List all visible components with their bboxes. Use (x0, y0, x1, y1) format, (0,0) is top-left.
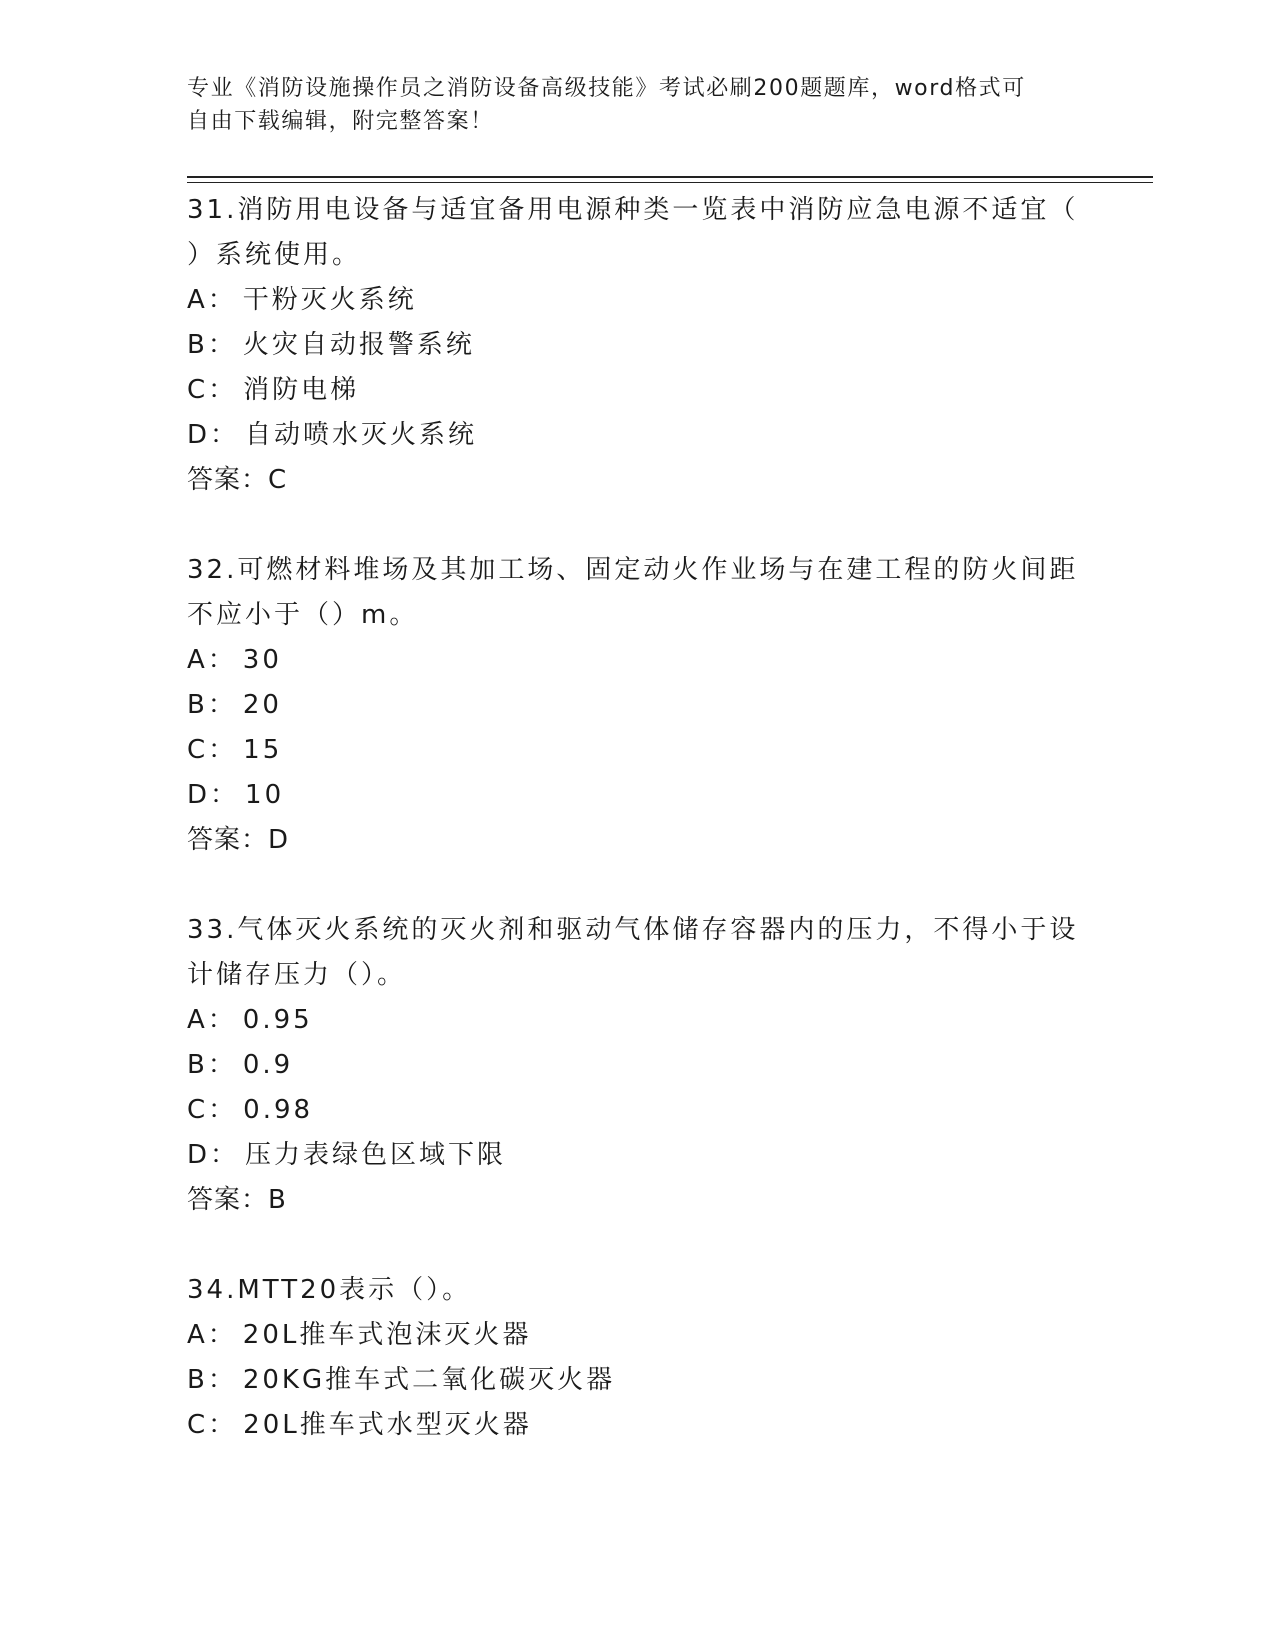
option-key: A： (187, 1005, 237, 1035)
question-33 (187, 908, 1087, 1223)
option-a (187, 278, 1087, 323)
option-key: C： (187, 1095, 238, 1125)
option-d (187, 773, 1087, 818)
option-text: 火灾自动报警系统 (242, 330, 475, 360)
option-b (187, 323, 1087, 368)
question-stem (187, 908, 1087, 998)
option-key: C： (187, 375, 238, 405)
question-list (187, 188, 1087, 1493)
option-text: 0.9 (242, 1050, 294, 1080)
question-stem-line-2: ）系统使用。 (187, 240, 362, 270)
question-stem (187, 1268, 1087, 1313)
option-text: 压力表绿色区域下限 (245, 1140, 507, 1170)
option-text: 0.95 (242, 1005, 313, 1035)
option-key: A： (187, 645, 237, 675)
option-text: 消防电梯 (243, 375, 360, 405)
question-31 (187, 188, 1087, 503)
option-key: A： (187, 285, 237, 315)
option-a (187, 638, 1087, 683)
option-d (187, 1133, 1087, 1178)
option-key: D： (187, 1140, 240, 1170)
option-text: 30 (242, 645, 282, 675)
option-key: B： (187, 1365, 237, 1395)
option-b (187, 1358, 1087, 1403)
question-stem-line-1: 31.消防用电设备与适宜备用电源种类一览表中消防应急电源不适宜（ (187, 195, 1079, 225)
option-a (187, 998, 1087, 1043)
option-key: A： (187, 1320, 237, 1350)
question-34 (187, 1268, 1087, 1448)
option-text: 20 (242, 690, 282, 720)
answer-line: 答案：D (187, 825, 290, 855)
question-stem-line-1: 33.气体灭火系统的灭火剂和驱动气体储存容器内的压力，不得小于设 (187, 915, 1079, 945)
document-header (187, 72, 1067, 138)
option-c (187, 728, 1087, 773)
question-stem-line-1: 32.可燃材料堆场及其加工场、固定动火作业场与在建工程的防火间距 (187, 555, 1079, 585)
option-c (187, 1088, 1087, 1133)
question-stem (187, 188, 1087, 278)
option-key: C： (187, 735, 238, 765)
option-text: 干粉灭火系统 (242, 285, 417, 315)
option-key: B： (187, 330, 237, 360)
option-c (187, 368, 1087, 413)
option-c (187, 1403, 1087, 1448)
question-stem-line-2: 不应小于（）m。 (187, 600, 419, 630)
option-text: 10 (245, 780, 285, 810)
option-text: 20L推车式泡沫灭火器 (242, 1320, 532, 1350)
header-line-1: 专业《消防设施操作员之消防设备高级技能》考试必刷200题题库，word格式可 (187, 76, 1026, 101)
question-32 (187, 548, 1087, 863)
question-stem-line-1: 34.MTT20表示（）。 (187, 1275, 472, 1305)
option-text: 20KG推车式二氧化碳灭火器 (242, 1365, 616, 1395)
header-line-2: 自由下载编辑，附完整答案！ (187, 109, 494, 134)
question-stem-line-2: 计储存压力（）。 (187, 960, 407, 990)
option-key: C： (187, 1410, 238, 1440)
option-text: 0.98 (243, 1095, 314, 1125)
option-a (187, 1313, 1087, 1358)
question-stem (187, 548, 1087, 638)
answer-line: 答案：C (187, 465, 288, 495)
option-b (187, 683, 1087, 728)
answer-line: 答案：B (187, 1185, 287, 1215)
option-key: B： (187, 690, 237, 720)
option-b (187, 1043, 1087, 1088)
option-key: D： (187, 780, 240, 810)
option-d (187, 413, 1087, 458)
header-divider-thin (187, 182, 1153, 183)
option-text: 自动喷水灭火系统 (245, 420, 478, 450)
header-divider-thick (187, 176, 1153, 178)
option-key: B： (187, 1050, 237, 1080)
option-text: 15 (243, 735, 283, 765)
option-text: 20L推车式水型灭火器 (243, 1410, 532, 1440)
option-key: D： (187, 420, 240, 450)
